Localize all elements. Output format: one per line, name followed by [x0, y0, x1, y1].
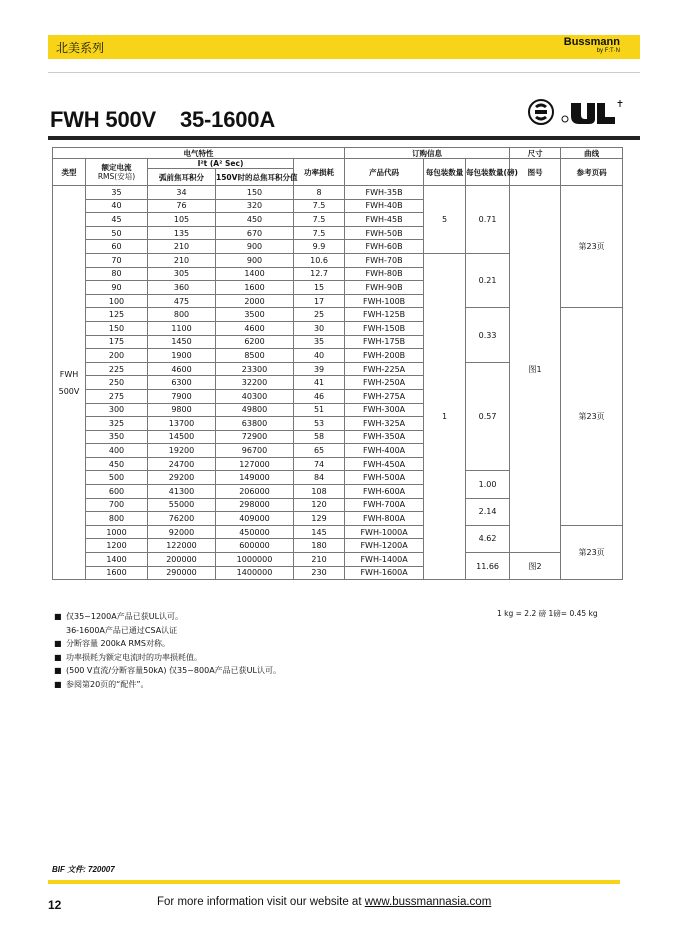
rated-current-cell: 40 [86, 199, 148, 213]
rated-current-cell: 80 [86, 267, 148, 281]
prearc-i2t-cell: 800 [148, 308, 216, 322]
power-loss-cell: 25 [294, 308, 345, 322]
h-product-code: 产品代码 [345, 159, 424, 186]
certification-marks-icon [525, 97, 635, 127]
type-voltage: 500V [58, 386, 80, 396]
h-total: 150V时的总焦耳积分值 [216, 169, 294, 186]
power-loss-cell: 108 [294, 485, 345, 499]
title-rule [48, 136, 640, 140]
rated-current-cell: 275 [86, 389, 148, 403]
h-prearc: 弧前焦耳积分 [148, 169, 216, 186]
prearc-i2t-cell: 29200 [148, 471, 216, 485]
power-loss-cell: 7.5 [294, 213, 345, 227]
table-row [53, 553, 623, 567]
total-i2t-cell: 409000 [216, 512, 294, 526]
prearc-i2t-cell: 122000 [148, 539, 216, 553]
figure-cell: 图2 [510, 553, 561, 580]
rated-current-cell: 90 [86, 281, 148, 295]
product-code-cell: FWH-450A [345, 457, 424, 471]
footer-rule [48, 880, 620, 884]
product-code-cell: FWH-225A [345, 362, 424, 376]
product-code-cell: FWH-250A [345, 376, 424, 390]
page-title [50, 107, 275, 133]
rated-current-cell: 1000 [86, 525, 148, 539]
prearc-i2t-cell: 9800 [148, 403, 216, 417]
product-code-cell: FWH-150B [345, 321, 424, 335]
total-i2t-cell: 32200 [216, 376, 294, 390]
prearc-i2t-cell: 360 [148, 281, 216, 295]
power-loss-cell: 210 [294, 553, 345, 567]
rated-current-cell: 150 [86, 321, 148, 335]
power-loss-cell: 10.6 [294, 253, 345, 267]
product-code-cell: FWH-40B [345, 199, 424, 213]
power-loss-cell: 7.5 [294, 226, 345, 240]
table-row [53, 186, 623, 200]
total-i2t-cell: 1400000 [216, 566, 294, 580]
fuse-spec-table [52, 147, 623, 580]
total-i2t-cell: 2000 [216, 294, 294, 308]
prearc-i2t-cell: 200000 [148, 553, 216, 567]
note-item [54, 610, 281, 624]
h-rated-current-sub: RMS(安培) [97, 172, 136, 181]
total-i2t-cell: 600000 [216, 539, 294, 553]
product-code-cell: FWH-45B [345, 213, 424, 227]
h-electrical: 电气特性 [53, 148, 345, 159]
power-loss-cell: 8 [294, 186, 345, 200]
note-item [54, 624, 281, 638]
prearc-i2t-cell: 475 [148, 294, 216, 308]
prearc-i2t-cell: 76200 [148, 512, 216, 526]
prearc-i2t-cell: 1100 [148, 321, 216, 335]
rated-current-cell: 400 [86, 444, 148, 458]
pack-weight-cell: 2.14 [466, 498, 510, 525]
power-loss-cell: 129 [294, 512, 345, 526]
csa-mark-icon [529, 100, 553, 124]
total-i2t-cell: 670 [216, 226, 294, 240]
h-power-loss: 功率损耗 [294, 159, 345, 186]
power-loss-cell: 12.7 [294, 267, 345, 281]
rated-current-cell: 70 [86, 253, 148, 267]
power-loss-cell: 58 [294, 430, 345, 444]
pack-weight-cell: 4.62 [466, 525, 510, 552]
rated-current-cell: 1200 [86, 539, 148, 553]
total-i2t-cell: 96700 [216, 444, 294, 458]
product-code-cell: FWH-275A [345, 389, 424, 403]
pack-weight-cell: 0.71 [466, 186, 510, 254]
rated-current-cell: 350 [86, 430, 148, 444]
rated-current-cell: 100 [86, 294, 148, 308]
product-code-cell: FWH-300A [345, 403, 424, 417]
rated-current-cell: 1600 [86, 566, 148, 580]
note-item [54, 637, 281, 651]
power-loss-cell: 9.9 [294, 240, 345, 254]
h-figure: 图号 [510, 159, 561, 186]
pack-qty-cell: 5 [424, 186, 466, 254]
unit-conversion-note: 1 kg = 2.2 磅 1磅= 0.45 kg [497, 609, 598, 618]
power-loss-cell: 46 [294, 389, 345, 403]
ref-page-cell: 第23页 [561, 186, 623, 308]
header-divider [48, 72, 640, 73]
type-cell [53, 186, 86, 580]
product-code-cell: FWH-60B [345, 240, 424, 254]
title-range: 35-1600A [179, 107, 276, 132]
type-label: FWH [59, 369, 79, 379]
prearc-i2t-cell: 105 [148, 213, 216, 227]
prearc-i2t-cell: 7900 [148, 389, 216, 403]
note-text: 参阅第20页的“配件”。 [66, 679, 149, 689]
power-loss-cell: 35 [294, 335, 345, 349]
header-bar [48, 35, 640, 59]
bif-document: BIF 文件: 720007 [52, 865, 115, 874]
product-code-cell: FWH-700A [345, 498, 424, 512]
product-code-cell: FWH-125B [345, 308, 424, 322]
total-i2t-cell: 63800 [216, 417, 294, 431]
title-product: FWH 500V [50, 107, 156, 132]
h-ordering: 订购信息 [345, 148, 510, 159]
h-dimensions: 尺寸 [510, 148, 561, 159]
footer-message: For more information visit our website at [157, 896, 362, 908]
rated-current-cell: 300 [86, 403, 148, 417]
prearc-i2t-cell: 305 [148, 267, 216, 281]
prearc-i2t-cell: 24700 [148, 457, 216, 471]
power-loss-cell: 7.5 [294, 199, 345, 213]
power-loss-cell: 180 [294, 539, 345, 553]
bullet-icon: ■ [54, 666, 62, 675]
footnotes [54, 610, 281, 691]
rated-current-cell: 600 [86, 485, 148, 499]
rated-current-cell: 250 [86, 376, 148, 390]
total-i2t-cell: 298000 [216, 498, 294, 512]
pack-weight-cell: 1.00 [466, 471, 510, 498]
product-code-cell: FWH-400A [345, 444, 424, 458]
pack-weight-cell: 0.57 [466, 362, 510, 471]
total-i2t-cell: 3500 [216, 308, 294, 322]
product-code-cell: FWH-1000A [345, 525, 424, 539]
power-loss-cell: 17 [294, 294, 345, 308]
total-i2t-cell: 1600 [216, 281, 294, 295]
pack-weight-cell: 0.33 [466, 308, 510, 362]
prearc-i2t-cell: 55000 [148, 498, 216, 512]
power-loss-cell: 145 [294, 525, 345, 539]
prearc-i2t-cell: 4600 [148, 362, 216, 376]
rated-current-cell: 125 [86, 308, 148, 322]
rated-current-cell: 700 [86, 498, 148, 512]
rated-current-cell: 800 [86, 512, 148, 526]
page-number: 12 [48, 898, 62, 912]
rated-current-cell: 50 [86, 226, 148, 240]
prearc-i2t-cell: 210 [148, 253, 216, 267]
h-type: 类型 [53, 159, 86, 186]
prearc-i2t-cell: 19200 [148, 444, 216, 458]
total-i2t-cell: 900 [216, 253, 294, 267]
h-pack-weight: 每包装数量(磅) [466, 159, 510, 186]
total-i2t-cell: 450 [216, 213, 294, 227]
h-rated-current [86, 159, 148, 186]
total-i2t-cell: 149000 [216, 471, 294, 485]
h-rated-current-main: 额定电流 [101, 163, 132, 172]
figure-cell: 图1 [510, 186, 561, 553]
product-code-cell: FWH-500A [345, 471, 424, 485]
ref-page-cell: 第23页 [561, 308, 623, 526]
note-text: (500 V直流/分断容量50kA) 仅35~800A产品已获UL认可。 [66, 666, 281, 675]
rated-current-cell: 325 [86, 417, 148, 431]
rated-current-cell: 450 [86, 457, 148, 471]
prearc-i2t-cell: 290000 [148, 566, 216, 580]
rated-current-cell: 200 [86, 349, 148, 363]
product-code-cell: FWH-35B [345, 186, 424, 200]
total-i2t-cell: 150 [216, 186, 294, 200]
total-i2t-cell: 1000000 [216, 553, 294, 567]
product-code-cell: FWH-350A [345, 430, 424, 444]
prearc-i2t-cell: 13700 [148, 417, 216, 431]
website-link[interactable]: www.bussmannasia.com [364, 896, 492, 908]
note-item [54, 651, 281, 665]
power-loss-cell: 84 [294, 471, 345, 485]
pack-weight-cell: 0.21 [466, 253, 510, 307]
pack-qty-cell: 1 [424, 253, 466, 579]
total-i2t-cell: 320 [216, 199, 294, 213]
product-code-cell: FWH-325A [345, 417, 424, 431]
power-loss-cell: 120 [294, 498, 345, 512]
product-code-cell: FWH-80B [345, 267, 424, 281]
power-loss-cell: 230 [294, 566, 345, 580]
brand-sub: by F:T·N [596, 48, 620, 54]
prearc-i2t-cell: 14500 [148, 430, 216, 444]
rated-current-cell: 1400 [86, 553, 148, 567]
power-loss-cell: 74 [294, 457, 345, 471]
total-i2t-cell: 72900 [216, 430, 294, 444]
product-code-cell: FWH-1600A [345, 566, 424, 580]
total-i2t-cell: 23300 [216, 362, 294, 376]
power-loss-cell: 39 [294, 362, 345, 376]
power-loss-cell: 15 [294, 281, 345, 295]
rated-current-cell: 175 [86, 335, 148, 349]
product-code-cell: FWH-175B [345, 335, 424, 349]
ul-recognized-mark-icon [562, 100, 623, 124]
note-text: 36-1600A产品已通过CSA认证 [66, 625, 178, 635]
power-loss-cell: 51 [294, 403, 345, 417]
total-i2t-cell: 206000 [216, 485, 294, 499]
series-title: 北美系列 [56, 41, 105, 55]
h-pack-qty: 每包装数量 [424, 159, 466, 186]
pack-weight-cell: 11.66 [466, 553, 510, 580]
product-code-cell: FWH-200B [345, 349, 424, 363]
product-code-cell: FWH-50B [345, 226, 424, 240]
prearc-i2t-cell: 1900 [148, 349, 216, 363]
power-loss-cell: 53 [294, 417, 345, 431]
power-loss-cell: 41 [294, 376, 345, 390]
h-ref-page: 参考页码 [561, 159, 623, 186]
product-code-cell: FWH-1200A [345, 539, 424, 553]
product-code-cell: FWH-600A [345, 485, 424, 499]
total-i2t-cell: 49800 [216, 403, 294, 417]
bullet-icon: ■ [54, 652, 62, 662]
note-item [54, 664, 281, 678]
prearc-i2t-cell: 6300 [148, 376, 216, 390]
total-i2t-cell: 40300 [216, 389, 294, 403]
prearc-i2t-cell: 135 [148, 226, 216, 240]
power-loss-cell: 40 [294, 349, 345, 363]
total-i2t-cell: 4600 [216, 321, 294, 335]
note-text: 分断容量 200kA RMS对称。 [66, 639, 170, 648]
total-i2t-cell: 1400 [216, 267, 294, 281]
total-i2t-cell: 127000 [216, 457, 294, 471]
product-code-cell: FWH-70B [345, 253, 424, 267]
total-i2t-cell: 450000 [216, 525, 294, 539]
footer-text [157, 896, 491, 908]
note-item [54, 678, 281, 692]
rated-current-cell: 45 [86, 213, 148, 227]
rated-current-cell: 35 [86, 186, 148, 200]
prearc-i2t-cell: 34 [148, 186, 216, 200]
h-i2t: I²t (A² Sec) [148, 159, 294, 169]
rated-current-cell: 60 [86, 240, 148, 254]
prearc-i2t-cell: 76 [148, 199, 216, 213]
ref-page-cell: 第23页 [561, 525, 623, 579]
power-loss-cell: 30 [294, 321, 345, 335]
rated-current-cell: 225 [86, 362, 148, 376]
product-code-cell: FWH-800A [345, 512, 424, 526]
product-code-cell: FWH-90B [345, 281, 424, 295]
total-i2t-cell: 6200 [216, 335, 294, 349]
h-curves: 曲线 [561, 148, 623, 159]
product-code-cell: FWH-1400A [345, 553, 424, 567]
prearc-i2t-cell: 41300 [148, 485, 216, 499]
power-loss-cell: 65 [294, 444, 345, 458]
bullet-icon: ■ [54, 639, 62, 648]
total-i2t-cell: 8500 [216, 349, 294, 363]
total-i2t-cell: 900 [216, 240, 294, 254]
rated-current-cell: 500 [86, 471, 148, 485]
note-text: 功率损耗为额定电流时的功率损耗值。 [66, 652, 202, 662]
prearc-i2t-cell: 92000 [148, 525, 216, 539]
bullet-icon: ■ [54, 612, 62, 621]
product-code-cell: FWH-100B [345, 294, 424, 308]
brand-logo [564, 37, 620, 55]
prearc-i2t-cell: 1450 [148, 335, 216, 349]
brand-name: Bussmann [563, 36, 620, 48]
note-text: 仅35~1200A产品已获UL认可。 [66, 612, 184, 621]
bullet-icon: ■ [54, 679, 62, 689]
prearc-i2t-cell: 210 [148, 240, 216, 254]
